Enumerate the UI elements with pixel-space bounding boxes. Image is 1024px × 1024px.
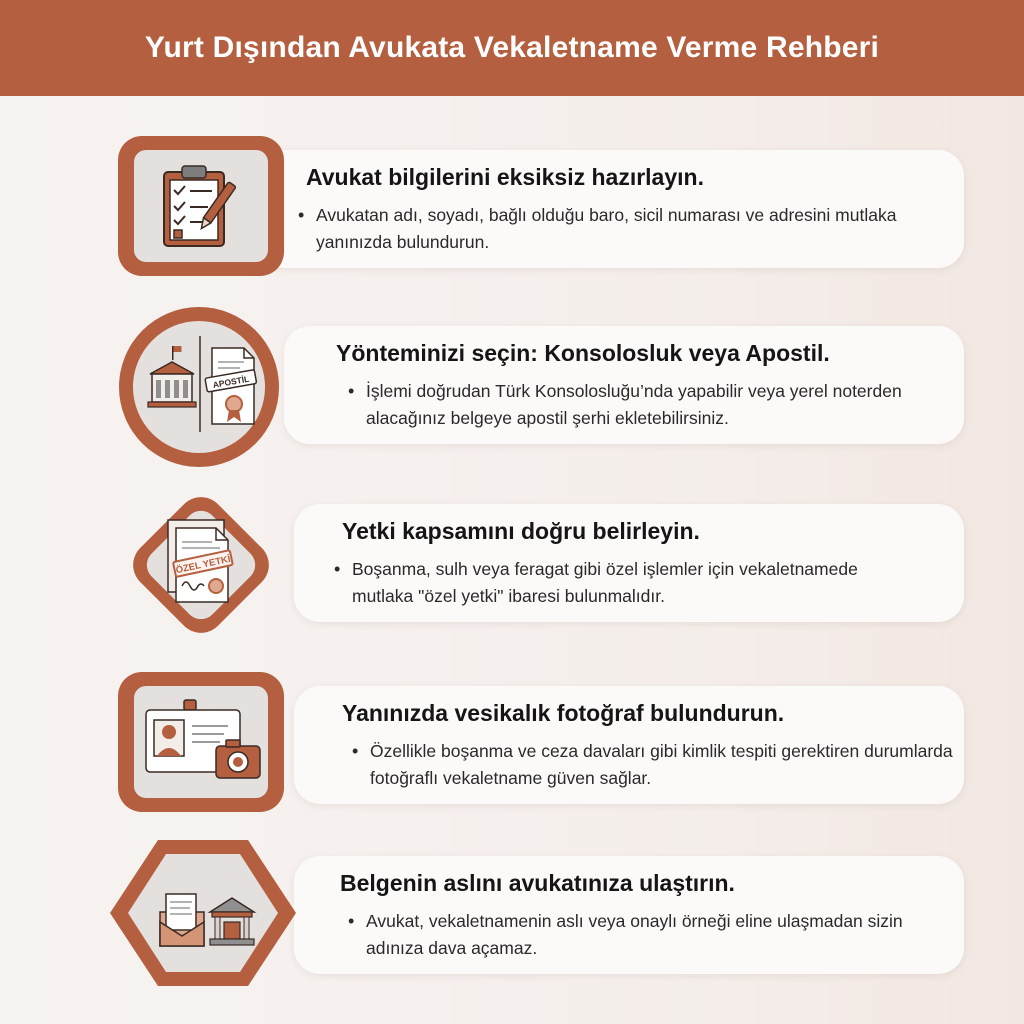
envelope-courthouse-icon	[108, 838, 298, 988]
step-icon-frame	[108, 472, 294, 658]
step-title: Yetki kapsamını doğru belirleyin.	[342, 518, 700, 544]
step-2	[0, 304, 1024, 454]
special-authority-document-icon	[108, 472, 294, 658]
step-description: • Özellikle boşanma ve ceza davaları gibi kimlik tespiti gerektiren durumlarda fotoğraflı vekaletname güven sağlar.	[370, 738, 956, 792]
step-icon-frame	[116, 304, 282, 470]
special-authority-stamp-text: ÖZEL YETKİ	[174, 553, 232, 577]
step-description: • İşlemi doğrudan Türk Konsolosluğu’nda yapabilir veya yerel noterden alacağınız belgeye apostil şerhi ekletebilirsiniz.	[366, 378, 946, 432]
step-card	[258, 150, 964, 268]
step-description: • Avukat, vekaletnamenin aslı veya onaylı örneği eline ulaşmadan sizin adınıza dava açamaz.	[366, 908, 946, 962]
page-title: Yurt Dışından Avukata Vekaletname Verme Rehberi	[144, 31, 880, 64]
step-title: Yönteminizi seçin: Konsolosluk veya Apostil.	[336, 340, 830, 366]
step-title: Avukat bilgilerini eksiksiz hazırlayın.	[306, 164, 704, 190]
step-icon-frame	[108, 838, 298, 988]
page-header	[0, 0, 1024, 96]
consulate-apostille-icon	[116, 304, 282, 470]
step-1	[0, 128, 1024, 278]
step-title: Belgenin aslını avukatınıza ulaştırın.	[340, 870, 735, 896]
apostille-stamp-text: APOSTİL	[211, 373, 250, 390]
step-5	[0, 838, 1024, 988]
step-card	[294, 504, 964, 622]
id-photo-camera-icon	[116, 670, 286, 814]
step-description: • Avukatan adı, soyadı, bağlı olduğu baro, sicil numarası ve adresini mutlaka yanınızda bulundurun.	[316, 202, 926, 256]
step-icon-frame	[116, 670, 286, 814]
step-card	[294, 856, 964, 974]
step-card	[294, 686, 964, 804]
step-3	[0, 482, 1024, 632]
clipboard-checklist-icon	[116, 134, 286, 278]
step-4	[0, 664, 1024, 814]
step-icon-frame	[116, 134, 286, 278]
step-card	[284, 326, 964, 444]
step-title: Yanınızda vesikalık fotoğraf bulundurun.	[342, 700, 785, 726]
step-description: • Boşanma, sulh veya feragat gibi özel işlemler için vekaletnamede mutlaka "özel yetki" ibaresi bulunmalıdır.	[352, 556, 922, 610]
